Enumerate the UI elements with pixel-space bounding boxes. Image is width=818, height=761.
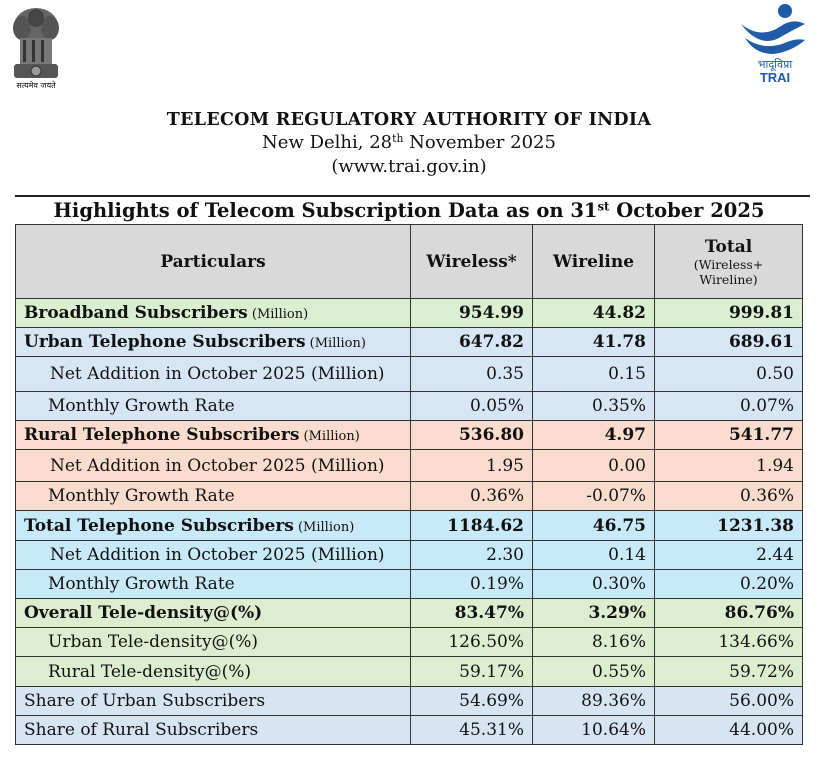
cell-wireline: 0.30% xyxy=(533,570,655,599)
row-unit: (Million) xyxy=(305,336,366,351)
ashoka-emblem-logo xyxy=(8,4,64,90)
cell-wireless: 45.31% xyxy=(411,716,533,745)
cell-total: 86.76% xyxy=(655,599,803,628)
table-row xyxy=(16,541,803,570)
row-label-text: Monthly Growth Rate xyxy=(48,574,235,594)
row-label-text: Share of Urban Subscribers xyxy=(24,691,266,711)
cell-wireline: 0.00 xyxy=(533,450,655,482)
cell-total: 56.00% xyxy=(655,687,803,716)
row-label xyxy=(16,541,411,570)
website-url: (www.trai.gov.in) xyxy=(331,156,487,177)
table-row xyxy=(16,357,803,392)
row-label xyxy=(16,392,411,421)
cell-wireline: 0.55% xyxy=(533,657,655,687)
row-label xyxy=(16,328,411,357)
cell-wireless: 0.19% xyxy=(411,570,533,599)
table-row xyxy=(16,716,803,745)
row-label xyxy=(16,599,411,628)
table-row xyxy=(16,511,803,541)
cell-total: 0.50 xyxy=(655,357,803,392)
table-row xyxy=(16,328,803,357)
table-row xyxy=(16,687,803,716)
cell-wireless: 54.69% xyxy=(411,687,533,716)
row-label-text: Rural Telephone Subscribers xyxy=(24,425,300,445)
row-label-text: Share of Rural Subscribers xyxy=(24,720,259,740)
release-date xyxy=(0,132,818,153)
headline-sup: st xyxy=(597,199,610,214)
table-row xyxy=(16,450,803,482)
trai-hindi: भादूविप्रा xyxy=(757,58,793,71)
table-header-row xyxy=(16,225,803,299)
row-label-text: Rural Tele-density@(%) xyxy=(48,661,252,682)
row-unit: (Million) xyxy=(293,519,355,535)
row-label xyxy=(16,511,411,541)
col-particulars: Particulars xyxy=(16,225,411,299)
col-wireless: Wireless* xyxy=(411,225,533,299)
row-label-text: Total Telephone Subscribers xyxy=(24,515,294,536)
cell-wireline: 0.15 xyxy=(533,357,655,392)
row-label xyxy=(16,421,411,450)
cell-wireline: 0.14 xyxy=(533,541,655,570)
row-unit: (Million) xyxy=(299,429,360,444)
cell-total: 1.94 xyxy=(655,450,803,482)
cell-total: 0.20% xyxy=(655,570,803,599)
cell-wireless: 647.82 xyxy=(411,328,533,357)
cell-total: 134.66% xyxy=(655,628,803,657)
row-label-text: Overall Tele-density@(%) xyxy=(24,603,263,623)
cell-total: 999.81 xyxy=(655,299,803,328)
trai-logo-icon xyxy=(735,2,811,54)
cell-wireless: 536.80 xyxy=(411,421,533,450)
emblem-caption: सत्यमेव जयते xyxy=(16,81,56,90)
org-title: TELECOM REGULATORY AUTHORITY OF INDIA xyxy=(166,110,652,130)
date-prefix: New Delhi, 28 xyxy=(262,132,393,153)
col-total-label: Total xyxy=(704,236,753,257)
trai-logo xyxy=(735,2,811,84)
table-row xyxy=(16,482,803,511)
subscription-table xyxy=(15,224,803,745)
row-label xyxy=(16,450,411,482)
cell-total: 1231.38 xyxy=(655,511,803,541)
cell-wireline: 41.78 xyxy=(533,328,655,357)
cell-total: 0.07% xyxy=(655,392,803,421)
headline-suffix: October 2025 xyxy=(609,199,765,222)
table-row xyxy=(16,657,803,687)
table-row xyxy=(16,628,803,657)
cell-wireless: 0.36% xyxy=(411,482,533,511)
row-unit: (Million) xyxy=(247,307,309,322)
cell-total: 541.77 xyxy=(655,421,803,450)
row-label xyxy=(16,299,411,328)
cell-total: 59.72% xyxy=(655,657,803,687)
cell-wireline: -0.07% xyxy=(533,482,655,511)
table-row xyxy=(16,421,803,450)
cell-total: 44.00% xyxy=(655,716,803,745)
cell-wireless: 0.35 xyxy=(411,357,533,392)
cell-total: 0.36% xyxy=(655,482,803,511)
row-label-text: Monthly Growth Rate xyxy=(48,486,235,506)
col-total xyxy=(655,225,803,299)
row-label-text: Urban Telephone Subscribers xyxy=(24,332,306,352)
cell-wireline: 44.82 xyxy=(533,299,655,328)
row-label xyxy=(16,716,411,745)
cell-wireless: 0.05% xyxy=(411,392,533,421)
cell-wireline: 3.29% xyxy=(533,599,655,628)
cell-wireless: 59.17% xyxy=(411,657,533,687)
divider xyxy=(15,195,810,197)
cell-wireless: 83.47% xyxy=(411,599,533,628)
row-label-text: Net Addition in October 2025 (Million) xyxy=(50,455,385,476)
row-label xyxy=(16,357,411,392)
cell-wireless: 954.99 xyxy=(411,299,533,328)
cell-wireline: 0.35% xyxy=(533,392,655,421)
col-total-sub1: (Wireless+ xyxy=(693,256,764,272)
date-suffix: November 2025 xyxy=(403,132,556,153)
row-label xyxy=(16,570,411,599)
row-label-text: Broadband Subscribers xyxy=(24,303,248,323)
row-label-text: Urban Tele-density@(%) xyxy=(48,632,259,652)
cell-wireless: 1.95 xyxy=(411,450,533,482)
table-row xyxy=(16,392,803,421)
ashoka-emblem-icon xyxy=(8,4,64,90)
table-row xyxy=(16,570,803,599)
cell-wireline: 89.36% xyxy=(533,687,655,716)
table-row xyxy=(16,599,803,628)
cell-total: 689.61 xyxy=(655,328,803,357)
cell-wireline: 46.75 xyxy=(533,511,655,541)
row-label xyxy=(16,628,411,657)
cell-wireline: 10.64% xyxy=(533,716,655,745)
date-sup: th xyxy=(392,132,404,146)
col-wireline: Wireline xyxy=(533,225,655,299)
table-headline xyxy=(0,199,818,222)
cell-total: 2.44 xyxy=(655,541,803,570)
cell-wireline: 4.97 xyxy=(533,421,655,450)
cell-wireless: 126.50% xyxy=(411,628,533,657)
row-label-text: Net Addition in October 2025 (Million) xyxy=(50,545,385,565)
col-total-sub2: Wireline) xyxy=(699,271,758,287)
cell-wireless: 1184.62 xyxy=(411,511,533,541)
row-label xyxy=(16,657,411,687)
trai-text: TRAI xyxy=(759,70,791,85)
headline-prefix: Highlights of Telecom Subscription Data as on 31 xyxy=(53,199,598,222)
row-label xyxy=(16,482,411,511)
row-label-text: Monthly Growth Rate xyxy=(48,396,235,416)
cell-wireline: 8.16% xyxy=(533,628,655,657)
row-label xyxy=(16,687,411,716)
cell-wireless: 2.30 xyxy=(411,541,533,570)
row-label-text: Net Addition in October 2025 (Million) xyxy=(50,364,385,384)
table-row xyxy=(16,299,803,328)
